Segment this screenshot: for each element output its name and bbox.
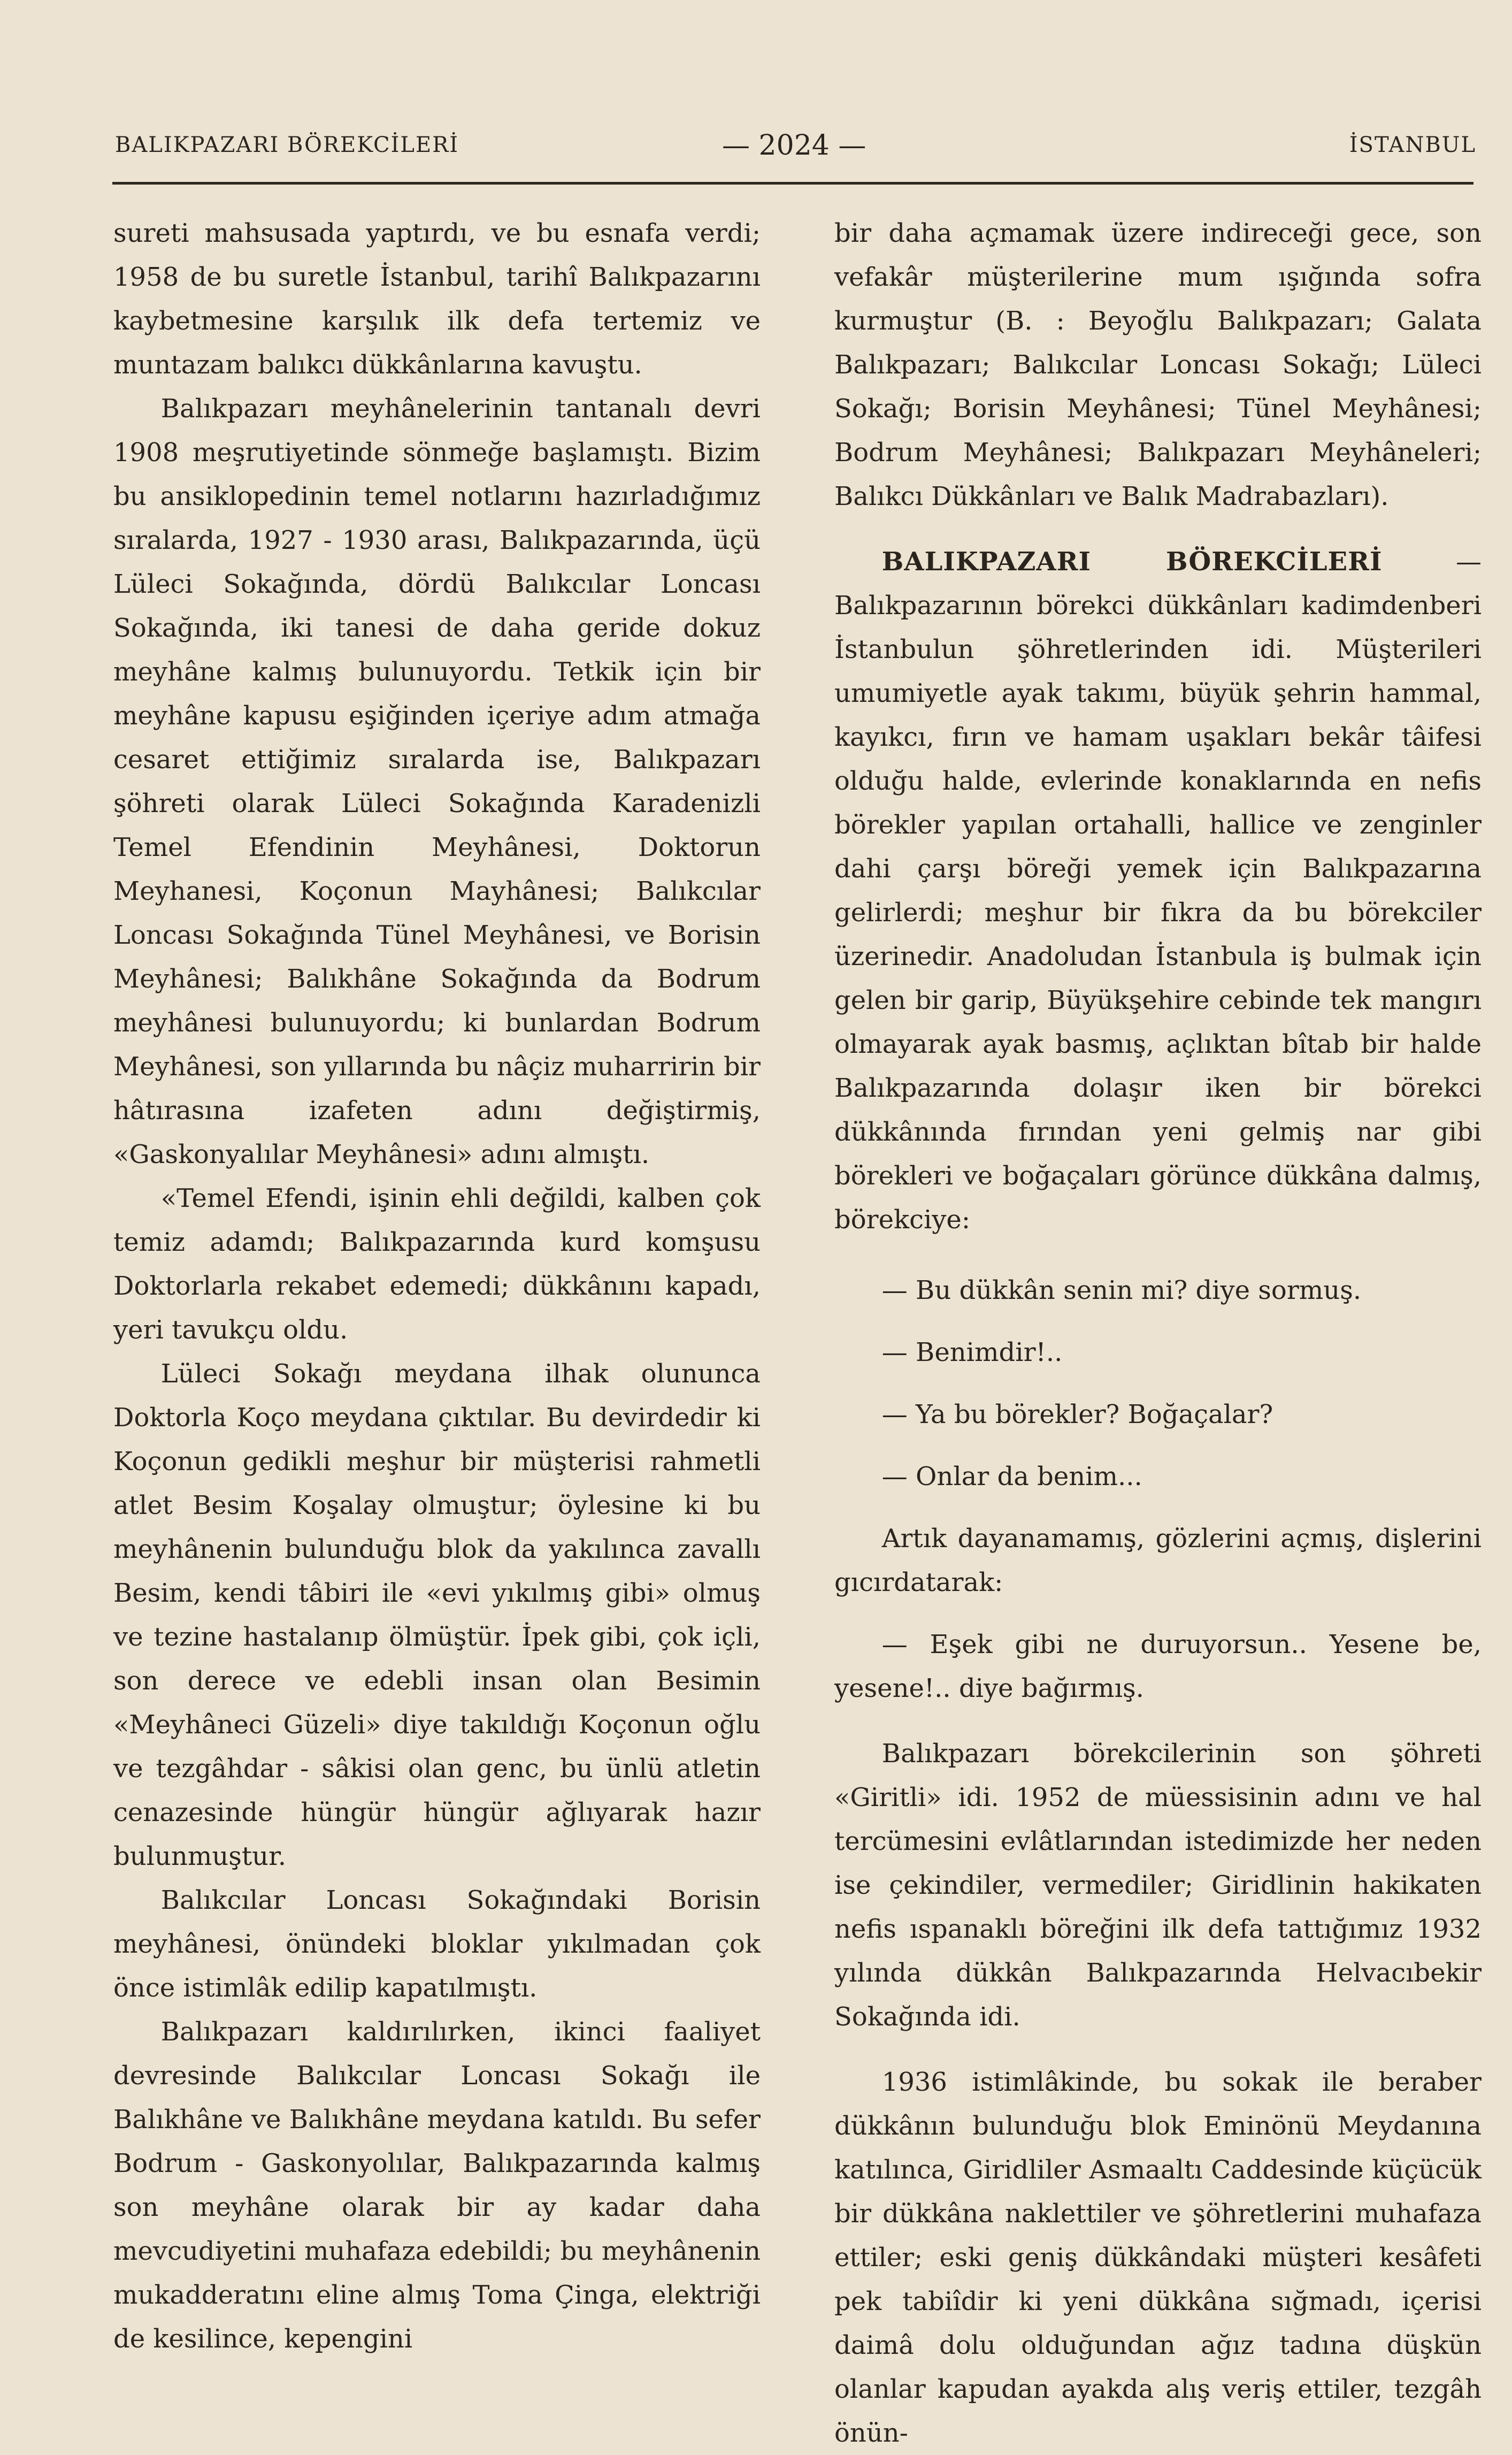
paragraph: Balıkpazarı kaldırılırken, ikinci faaliyet devresinde Balıkcılar Loncası Sokağı ile Balıkhâne ve Balıkhâne meydana katıldı. Bu sefer Bodrum - Gaskonyolılar, Balıkpazarında kalmış son meyhâne olarak bir ay kadar daha mevcudiyetini muhafaza edebildi; bu meyhânenin mukadderatını eline almış Toma Çinga, elektriği de kesilince, kepengini [113, 2017, 761, 2354]
right-column [834, 211, 1482, 2455]
page-number: — 2024 — [722, 129, 866, 162]
paragraph: Balıkpazarı meyhânelerinin tantanalı devri 1908 meşrutiyetinde sönmeğe başlamıştı. Bizim bu ansiklopedinin temel notlarını hazırladığımız sıralarda, 1927 - 1930 arası, Balıkpazarında, üçü Lüleci Sokağında, dördü Balıkcılar Loncası Sokağında, iki tanesi de daha geride dokuz meyhâne kalmış bulunuyordu. Tetkik için bir meyhâne kapusu eşiğinden içeriye adım atmağa cesaret ettiğimiz sıralarda ise, Balıkpazarı şöhreti olarak Lüleci Sokağında Karadenizli Temel Efendinin Meyhânesi, Doktorun Meyhanesi, Koçonun Mayhânesi; Balıkcılar Loncası Sokağında Tünel Meyhânesi, ve Borisin Meyhânesi; Balıkhâne Sokağında da Bodrum meyhânesi bulunuyordu; ki bunlardan Bodrum Meyhânesi, son yıllarında bu nâçiz muharririn bir hâtırasına izafeten adını değiştirmiş, «Gaskonyalılar Meyhânesi» adını almıştı. [113, 394, 761, 1169]
page-header [107, 129, 1476, 170]
dialogue-line: — Bu dükkân senin mi? diye sormuş. [881, 1275, 1362, 1305]
dialogue-line: — Ya bu börekler? Boğaçalar? [881, 1399, 1273, 1429]
paragraph: Lüleci Sokağı meydana ilhak olununca Doktorla Koço meydana çıktılar. Bu devirdedir ki Koçonun gedikli meşhur bir müşterisi rahmetli atlet Besim Koşalay olmuştur; öylesine ki bu meyhânenin bulunduğu blok da yakılınca zavallı Besim, kendi tâbiri ile «evi yıkılmış gibi» olmuş ve tezine hastalanıp ölmüştür. İpek gibi, çok içli, son derece ve edebli insan olan Besimin «Meyhâneci Güzeli» diye takıldığı Koçonun oğlu ve tezgâhdar - sâkisi olan genc, bu ünlü atletin cenazesinde hüngür hüngür ağlıyarak hazır bulunmuştur. [113, 1359, 761, 1871]
running-head-left: BALIKPAZARI BÖREKCİLERİ [115, 133, 459, 157]
left-column [113, 211, 761, 2361]
paragraph: Artık dayanamamış, gözlerini açmış, dişlerini gıcırdatarak: [834, 1524, 1482, 1597]
paragraph: sureti mahsusada yaptırdı, ve bu esnafa verdi; 1958 de bu suretle İstanbul, tarihî Balıkpazarını kaybetmesine karşılık ilk defa tertemiz ve muntazam balıkcı dükkânlarına kavuştu. [113, 218, 761, 380]
dialogue-line: — Benimdir!.. [881, 1337, 1063, 1367]
entry-paragraph [834, 540, 1482, 1242]
running-head-right: İSTANBUL [1349, 133, 1476, 157]
paragraph: Balıkcılar Loncası Sokağındaki Borisin meyhânesi, önündeki bloklar yıkılmadan çok önce istimlâk edilip kapatılmıştı. [113, 1885, 761, 2003]
entry-text: — Balıkpazarının börekci dükkânları kadimdenberi İstanbulun şöhretlerinden idi. Müşterileri umumiyetle ayak takımı, büyük şehrin hammal, kayıkcı, fırın ve hamam uşakları bekâr tâifesi olduğu halde, evlerinde konaklarında en nefis börekler yapılan ortahalli, hallice ve zenginler dahi çarşı böreği yemek için Balıkpazarına gelirlerdi; meşhur bir fıkra da bu börekciler üzerinedir. Anadoludan İstanbula iş bulmak için gelen bir garip, Büyükşehire cebinde tek mangırı olmayarak ayak basmış, açlıktan bîtab bir halde Balıkpazarında dolaşır iken bir börekci dükkânında fırından yeni gelmiş nar gibi börekleri ve boğaçaları görünce dükkâna dalmış, börekciye: [834, 547, 1482, 1235]
header-rule [112, 182, 1473, 185]
dialogue-line: — Eşek gibi ne duruyorsun.. Yesene be, yesene!.. diye bağırmış. [834, 1630, 1482, 1703]
paragraph: «Temel Efendi, işinin ehli değildi, kalben çok temiz adamdı; Balıkpazarında kurd komşusu Doktorlarla rekabet edemedi; dükkânını kapadı, yeri tavukçu oldu. [113, 1183, 761, 1345]
paragraph: 1936 istimlâkinde, bu sokak ile beraber dükkânın bulunduğu blok Eminönü Meydanına katılınca, Giridliler Asmaaltı Caddesinde küçücük bir dükkâna naklettiler ve şöhretlerini muhafaza ettiler; eski geniş dükkândaki müşteri kesâfeti pek tabiîdir ki yeni dükkâna sığmadı, içerisi daimâ dolu olduğundan ağız tadına düşkün olanlar kapudan ayakda alış veriş ettiler, tezgâh önün- [834, 2067, 1482, 2448]
entry-heading: BALIKPAZARI BÖREKCİLERİ [881, 547, 1383, 577]
dialogue-line: — Onlar da benim... [881, 1462, 1142, 1492]
paragraph: bir daha açmamak üzere indireceği gece, son vefakâr müşterilerine mum ışığında sofra kurmuştur (B. : Beyoğlu Balıkpazarı; Galata Balıkpazarı; Balıkcılar Loncası Sokağı; Lüleci Sokağı; Borisin Meyhânesi; Tünel Meyhânesi; Bodrum Meyhânesi; Balıkpazarı Meyhâneleri; Balıkcı Dükkânları ve Balık Madrabazları). [834, 218, 1482, 511]
paragraph: Balıkpazarı börekcilerinin son şöhreti «Giritli» idi. 1952 de müessisinin adını ve hal tercümesini evlâtlarından istedimizde her neden ise çekindiler, vermediler; Giridlinin hakikaten nefis ıspanaklı böreğini ilk defa tattığımız 1932 yılında dükkân Balıkpazarında Helvacıbekir Sokağında idi. [834, 1739, 1482, 2032]
